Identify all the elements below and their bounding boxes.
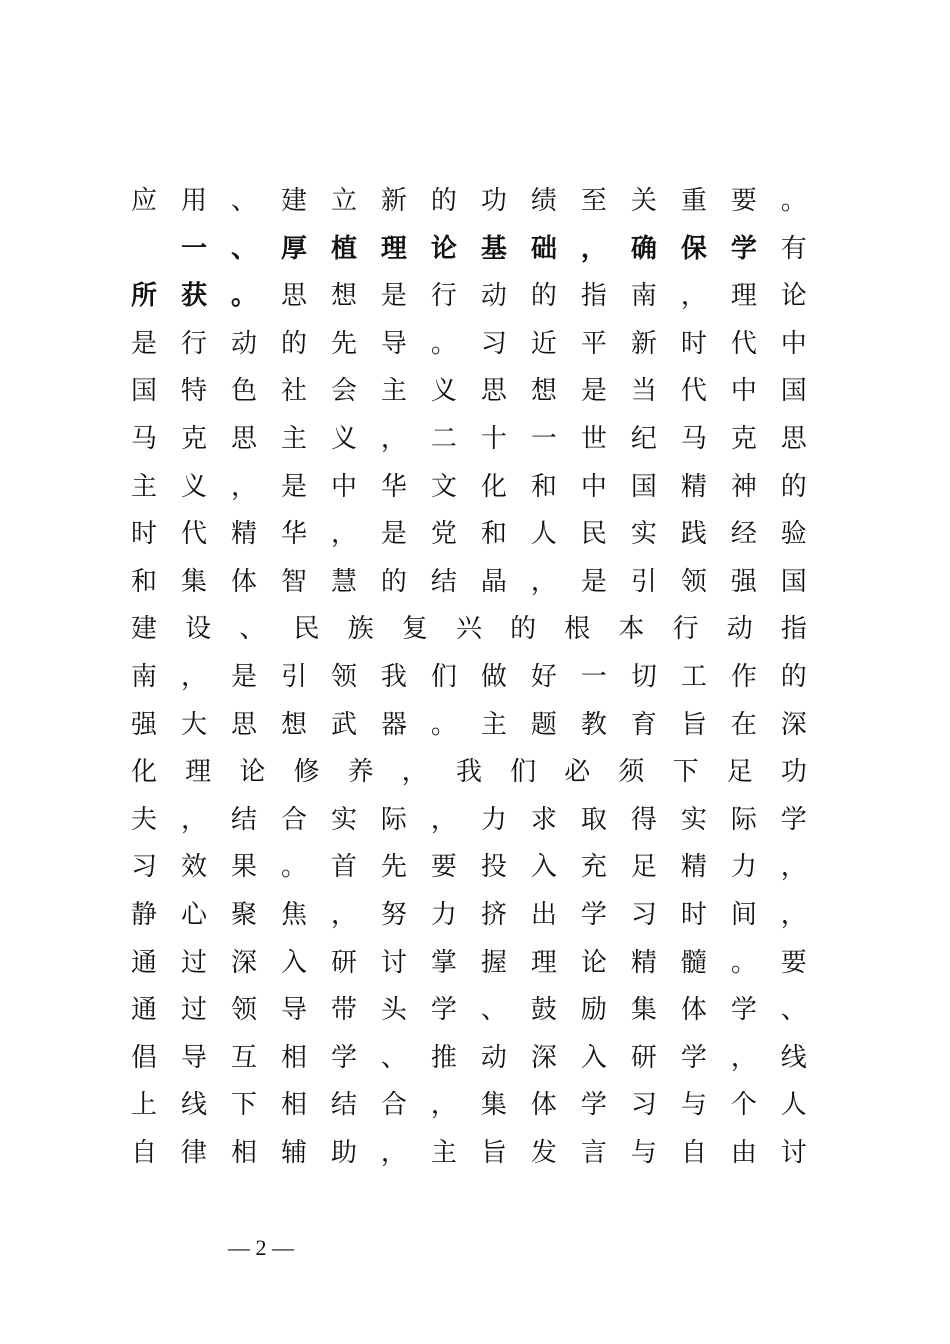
text-line: 静 心 聚 焦 ， 努 力 挤 出 学 习 时 间 ， — [131, 899, 807, 930]
body-text — [131, 178, 807, 1177]
text-line: 夫 ， 结 合 实 际 ， 力 求 取 得 实 际 学 — [131, 804, 807, 835]
text-line: 所 获 。 思 想 是 行 动 的 指 南 ， 理 论 — [131, 281, 807, 312]
text-line: 马 克 思 主 义 ， 二 十 一 世 纪 马 克 思 — [131, 423, 807, 454]
text-line: 和 集 体 智 慧 的 结 晶 ， 是 引 领 强 国 — [131, 566, 807, 597]
text-line: 通 过 领 导 带 头 学 、 鼓 励 集 体 学 、 — [131, 995, 807, 1026]
text-line: 主 义 ， 是 中 华 文 化 和 中 国 精 神 的 — [131, 471, 807, 502]
text-line: 是 行 动 的 先 导 。 习 近 平 新 时 代 中 — [131, 328, 807, 359]
text-line: 建 设 、 民 族 复 兴 的 根 本 行 动 指 — [131, 614, 807, 645]
text-line: 倡 导 互 相 学 、 推 动 深 入 研 学 ， 线 — [131, 1042, 807, 1073]
text-line: 国 特 色 社 会 主 义 思 想 是 当 代 中 国 — [131, 376, 807, 407]
text-line: 上 线 下 相 结 合 ， 集 体 学 习 与 个 人 — [131, 1090, 807, 1121]
page-number: — 2 — — [228, 1235, 294, 1260]
text-line: 应 用 、 建 立 新 的 功 绩 至 关 重 要 。 — [131, 186, 807, 216]
text-line: 一 、 厚 植 理 论 基 础 ， 确 保 学 有 — [180, 233, 807, 264]
text-line: 强 大 思 想 武 器 。 主 题 教 育 旨 在 深 — [131, 709, 807, 740]
text-line: 通 过 深 入 研 讨 掌 握 理 论 精 髓 。 要 — [131, 947, 807, 978]
text-line: 自 律 相 辅 助 ， 主 旨 发 言 与 自 由 讨 — [131, 1137, 807, 1168]
text-line: 时 代 精 华 ， 是 党 和 人 民 实 践 经 验 — [131, 519, 807, 550]
text-line: 化 理 论 修 养 ， 我 们 必 须 下 足 功 — [131, 757, 807, 788]
text-line: 南 ， 是 引 领 我 们 做 好 一 切 工 作 的 — [131, 661, 807, 692]
text-line: 习 效 果 。 首 先 要 投 入 充 足 精 力 ， — [131, 852, 807, 883]
